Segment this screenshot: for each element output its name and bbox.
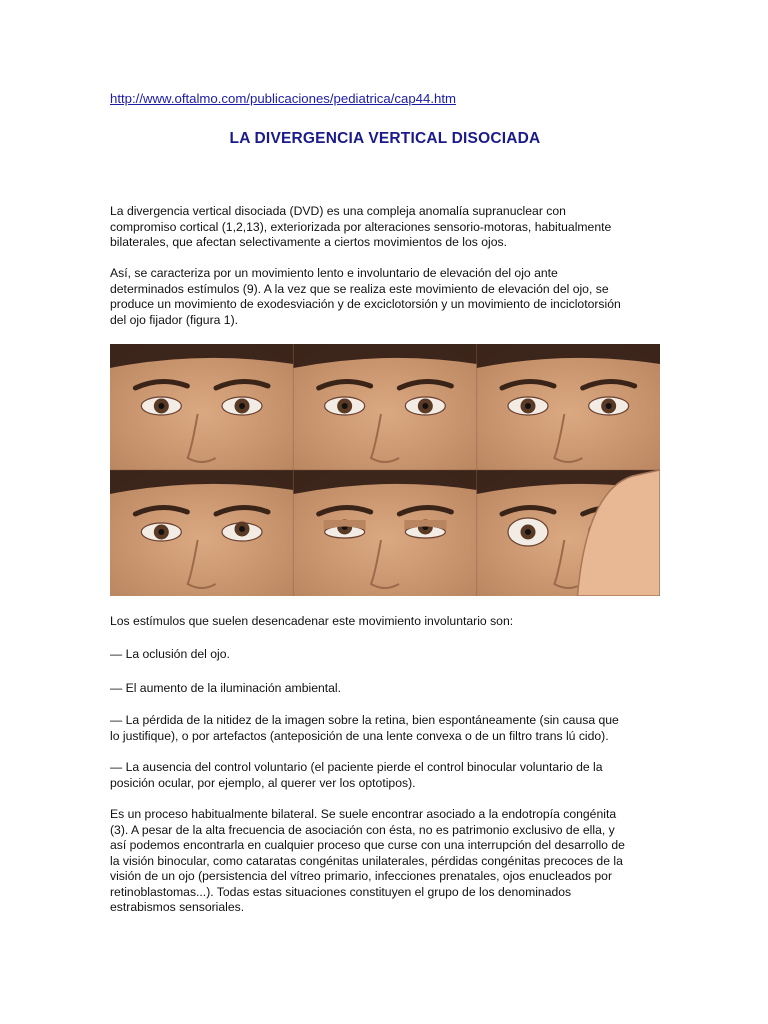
text-line: así podemos encontrarla en cualquier proceso que curse con una interrupción del desarrollo de xyxy=(110,838,625,852)
text-line: compromiso cortical (1,2,13), exteriorizada por alteraciones sensorio-motoras, habitualmente xyxy=(110,219,612,234)
text-line: lo justifique), o por artefactos (anteposición de una lente convexa o de un filtro trans lú cido). xyxy=(110,728,609,743)
text-line: visión de un ojo (persistencia del vítreo primario, infecciones prenatales, ojos enucleados por xyxy=(110,869,612,883)
paragraph-bilateral-process xyxy=(110,807,660,916)
text-line: — La oclusión del ojo. xyxy=(110,647,230,661)
text-line: Así, se caracteriza por un movimiento lento e involuntario de elevación del ojo ante xyxy=(110,266,558,280)
eye-photos-image xyxy=(110,344,660,596)
text-line: determinados estímulos (9). A la vez que se realiza este movimiento de elevación del ojo, se xyxy=(110,281,609,296)
list-item-occlusion xyxy=(110,647,660,663)
text-line: — La ausencia del control voluntario (el paciente pierde el control binocular voluntario de la xyxy=(110,760,603,774)
pupil xyxy=(342,403,348,409)
face-panel-straight-gaze xyxy=(110,344,293,470)
figure-1-photo-grid xyxy=(110,344,660,596)
pupil xyxy=(239,526,245,532)
list-item-voluntary-control xyxy=(110,760,660,791)
pupil xyxy=(158,403,164,409)
paragraph-characterization xyxy=(110,266,660,328)
paragraph-intro xyxy=(110,204,660,251)
text-line: retinoblastomas...). Todas estas situaciones constituyen el grupo de los denominados xyxy=(110,884,572,899)
text-line: bilaterales, que afectan selectivamente a ciertos movimientos de los ojos. xyxy=(110,235,507,249)
text-line: — La pérdida de la nitidez de la imagen sobre la retina, bien espontáneamente (sin causa que xyxy=(110,713,619,727)
pupil xyxy=(422,403,428,409)
text-line: — El aumento de la iluminación ambiental. xyxy=(110,681,342,695)
text-line: Los estímulos que suelen desencadenar este movimiento involuntario son: xyxy=(110,614,514,628)
face-panel-lids-held-open xyxy=(477,470,660,596)
list-item-sharpness xyxy=(110,713,660,744)
pupil xyxy=(606,403,612,409)
pupil xyxy=(525,529,531,535)
text-line: la visión binocular, como cataratas congénitas unilaterales, pérdidas congénitas precoces de la xyxy=(110,853,623,868)
paragraph-stimuli-intro xyxy=(110,614,660,630)
list-item-illumination xyxy=(110,681,660,697)
face-panel-eyes-up xyxy=(293,470,476,596)
text-line: del ojo fijador (figura 1). xyxy=(110,312,239,327)
face-panel-straight-gaze xyxy=(477,344,660,470)
text-line: (3). A pesar de la alta frecuencia de asociación con ésta, no es patrimonio exclusivo de ella, y xyxy=(110,822,615,837)
text-line: posición ocular, por ejemplo, al querer ver los optotipos). xyxy=(110,775,416,790)
pupil xyxy=(525,403,531,409)
face-panel-straight-gaze xyxy=(293,344,476,470)
text-line: Es un proceso habitualmente bilateral. Se suele encontrar asociado a la endotropía congénita xyxy=(110,807,617,821)
text-line: produce un movimiento de exodesviación y de exciclotorsión y un movimiento de inciclotorsión xyxy=(110,297,621,311)
page-title: LA DIVERGENCIA VERTICAL DISOCIADA xyxy=(229,130,541,147)
face-panel-left-eye-elevated xyxy=(110,470,293,596)
pupil xyxy=(239,403,245,409)
pupil xyxy=(158,529,164,535)
text-line: La divergencia vertical disociada (DVD) es una compleja anomalía supranuclear con xyxy=(110,204,566,218)
text-line: estrabismos sensoriales. xyxy=(110,900,245,914)
source-link[interactable]: http://www.oftalmo.com/publicaciones/pediatrica/cap44.htm xyxy=(110,91,456,106)
